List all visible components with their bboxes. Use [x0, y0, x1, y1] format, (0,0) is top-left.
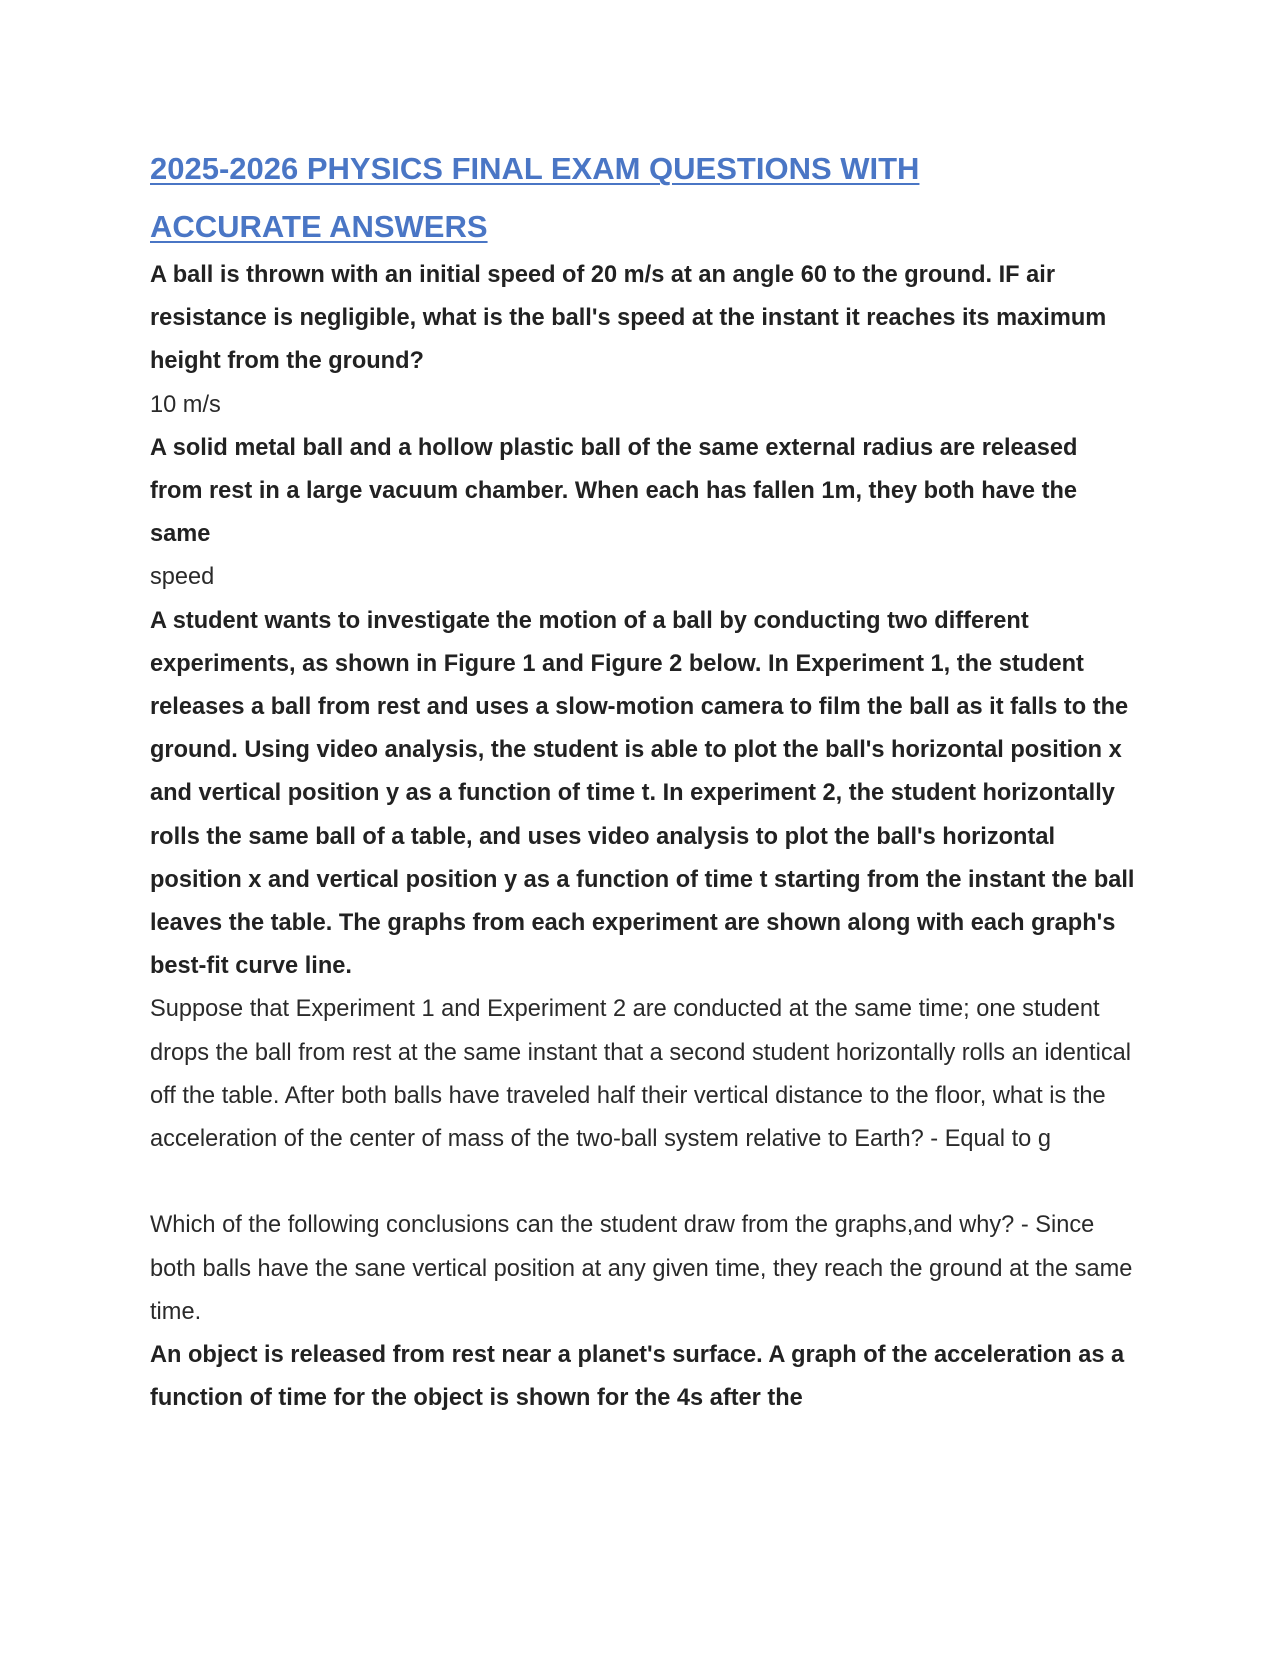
document-title — [150, 140, 1135, 256]
paragraph-gap — [150, 1161, 1135, 1204]
question-1: A ball is thrown with an initial speed of 20 m/s at an angle 60 to the ground. IF air resistance is negligible, what is the ball's speed at the instant it reaches its maximum height from the ground? — [150, 262, 1107, 375]
title-line-2: ACCURATE ANSWERS — [150, 209, 488, 244]
answer-2: speed — [150, 564, 215, 591]
document-page — [150, 140, 1135, 1420]
question-4: An object is released from rest near a planet's surface. A graph of the acceleration as a function of time for the object is shown for the 4s after the — [150, 1342, 1125, 1412]
question-3: A student wants to investigate the motion of a ball by conducting two different experiments, as shown in Figure 1 and Figure 2 below. In Experiment 1, the student releases a ball from rest and uses a slow-motion camera to film the ball as it falls to the ground. Using video analysis, the student is able to plot the ball's horizontal position x and vertical position y as a function of time t. In experiment 2, the student horizontally rolls the same ball of a table, and uses video analysis to plot the ball's horizontal position x and vertical position y as a function of time t starting from the instant the ball leaves the table. The graphs from each experiment are shown along with each graph's best-fit curve line. — [150, 607, 1135, 980]
answer-3: Suppose that Experiment 1 and Experiment 2 are conducted at the same time; one student drops the ball from rest at the same instant that a second student horizontally rolls an identical off the table. After both balls have traveled half their vertical distance to the floor, what is the acceleration of the center of mass of the two-ball system relative to Earth? - Equal to g — [150, 996, 1131, 1153]
followup-3: Which of the following conclusions can the student draw from the graphs,and why? - Since both balls have the sane vertical position at any given time, they reach the ground at the same time. — [150, 1212, 1133, 1325]
title-line-1: 2025-2026 PHYSICS FINAL EXAM QUESTIONS WITH — [150, 151, 920, 186]
question-2: A solid metal ball and a hollow plastic ball of the same external radius are released from rest in a large vacuum chamber. When each has fallen 1m, they both have the same — [150, 434, 1078, 548]
answer-1: 10 m/s — [150, 391, 221, 418]
